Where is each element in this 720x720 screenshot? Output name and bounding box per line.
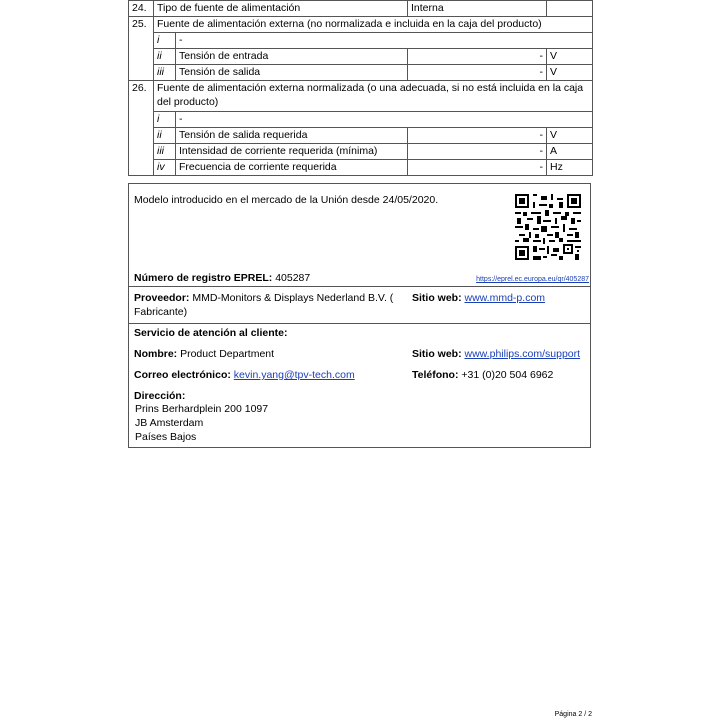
email-label: Correo electrónico: bbox=[134, 369, 231, 381]
row-label: Fuente de alimentación externa (no normalizada e incluida en la caja del producto) bbox=[154, 17, 593, 33]
spec-subrow bbox=[129, 65, 593, 81]
spec-table bbox=[128, 0, 593, 176]
sub-index: i bbox=[154, 112, 176, 128]
sub-label: Tensión de salida requerida bbox=[176, 128, 408, 144]
sub-unit: V bbox=[547, 49, 593, 65]
page-number: Página 2 / 2 bbox=[554, 711, 592, 718]
row-label: Tipo de fuente de alimentación bbox=[154, 1, 408, 17]
contact-phone bbox=[412, 369, 553, 381]
sub-value: - bbox=[408, 144, 547, 160]
spec-subrow bbox=[129, 128, 593, 144]
contact-email bbox=[134, 369, 355, 381]
sub-label: Tensión de salida bbox=[176, 65, 408, 81]
phone-value: +31 (0)20 504 6962 bbox=[461, 369, 554, 381]
service-website bbox=[412, 348, 580, 360]
sub-index: i bbox=[154, 33, 176, 49]
sub-unit: V bbox=[547, 128, 593, 144]
row-number: 24. bbox=[129, 1, 154, 17]
sub-value: - bbox=[408, 128, 547, 144]
spec-subrow bbox=[129, 112, 593, 128]
sub-label: Intensidad de corriente requerida (mínima) bbox=[176, 144, 408, 160]
sub-value: - bbox=[408, 160, 547, 176]
row-value: Interna bbox=[408, 1, 547, 17]
sub-index: ii bbox=[154, 128, 176, 144]
eprel-label: Número de registro EPREL: bbox=[134, 272, 273, 284]
spec-subrow bbox=[129, 49, 593, 65]
spec-row-24 bbox=[129, 1, 593, 17]
supplier-name: MMD-Monitors & Displays Nederland B.V. ( bbox=[192, 292, 394, 304]
website-label: Sitio web: bbox=[412, 348, 462, 360]
row-number: 25. bbox=[129, 17, 154, 81]
name-value: Product Department bbox=[180, 348, 275, 360]
spec-row-26 bbox=[129, 81, 593, 112]
spec-subrow bbox=[129, 144, 593, 160]
sub-value: - bbox=[408, 49, 547, 65]
sub-label: - bbox=[176, 112, 593, 128]
divider bbox=[129, 323, 590, 324]
market-date-text: Modelo introducido en el mercado de la Unión desde 24/05/2020. bbox=[134, 194, 439, 206]
sub-label: Tensión de entrada bbox=[176, 49, 408, 65]
sub-unit: Hz bbox=[547, 160, 593, 176]
supplier-line-1 bbox=[134, 292, 393, 304]
divider bbox=[129, 286, 590, 287]
sub-index: ii bbox=[154, 49, 176, 65]
address-line: JB Amsterdam bbox=[135, 417, 204, 429]
email-link[interactable]: kevin.yang@tpv-tech.com bbox=[233, 369, 355, 381]
eprel-qr-link[interactable]: https://eprel.ec.europa.eu/qr/405287 bbox=[476, 276, 589, 283]
sub-index: iii bbox=[154, 144, 176, 160]
address-label: Dirección: bbox=[134, 390, 186, 402]
row-label: Fuente de alimentación externa normalizada (o una adecuada, si no está incluida en la caja del producto) bbox=[154, 81, 593, 112]
address-line: Prins Berhardplein 200 1097 bbox=[135, 403, 269, 415]
eprel-registration bbox=[134, 272, 310, 284]
sub-label: Frecuencia de corriente requerida bbox=[176, 160, 408, 176]
supplier-label: Proveedor: bbox=[134, 292, 190, 304]
spec-row-25 bbox=[129, 17, 593, 33]
phone-label: Teléfono: bbox=[412, 369, 459, 381]
website-label: Sitio web: bbox=[412, 292, 462, 304]
sub-unit: V bbox=[547, 65, 593, 81]
eprel-number: 405287 bbox=[275, 272, 311, 284]
row-unit bbox=[547, 1, 593, 17]
contact-name bbox=[134, 348, 274, 360]
supplier-line-2: Fabricante) bbox=[134, 306, 188, 318]
supplier-website bbox=[412, 292, 545, 304]
sub-value: - bbox=[408, 65, 547, 81]
qr-code-icon[interactable] bbox=[515, 194, 581, 260]
spec-subrow bbox=[129, 33, 593, 49]
sub-unit: A bbox=[547, 144, 593, 160]
row-number: 26. bbox=[129, 81, 154, 176]
sub-index: iv bbox=[154, 160, 176, 176]
sub-index: iii bbox=[154, 65, 176, 81]
name-label: Nombre: bbox=[134, 348, 178, 360]
supplier-website-link[interactable]: www.mmd-p.com bbox=[464, 292, 546, 304]
spec-subrow bbox=[129, 160, 593, 176]
sub-label: - bbox=[176, 33, 593, 49]
product-info-box bbox=[128, 183, 591, 448]
address-line: Países Bajos bbox=[135, 431, 197, 443]
customer-service-title: Servicio de atención al cliente: bbox=[134, 327, 288, 339]
service-website-link[interactable]: www.philips.com/support bbox=[464, 348, 581, 360]
